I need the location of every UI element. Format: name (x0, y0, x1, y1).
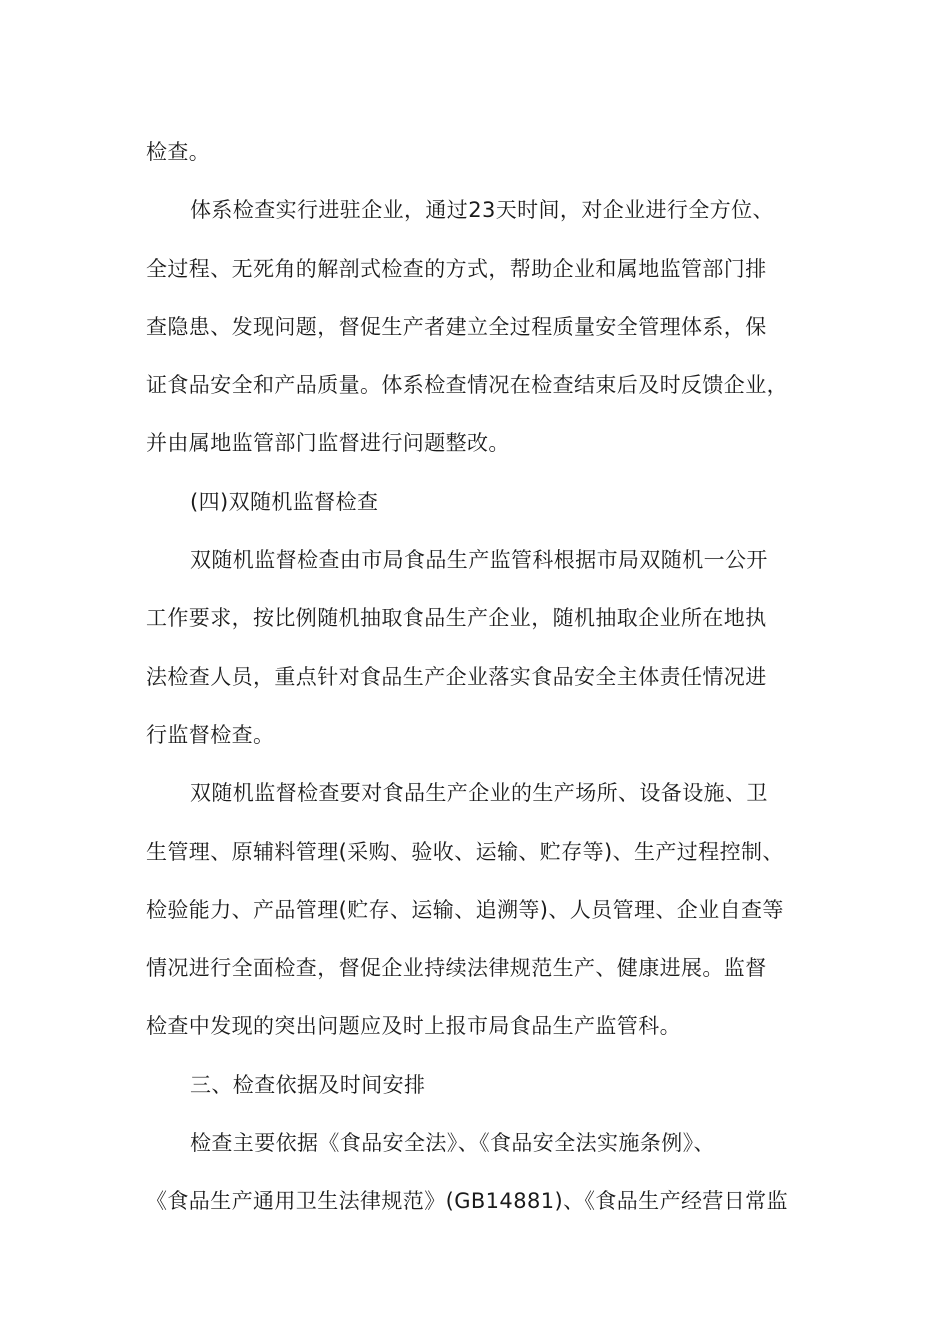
text-line-3: 全过程、无死角的解剖式检查的方式，帮助企业和属地监管部门排 (146, 256, 767, 281)
text-line-6: 并由属地监管部门监督进行问题整改。 (146, 431, 510, 456)
document-body (146, 131, 826, 1239)
text-line-14: 检验能力、产品管理(贮存、运输、追溯等)、人员管理、企业自查等 (146, 897, 784, 922)
section-heading-3: 三、检查依据及时间安排 (190, 1072, 426, 1097)
text-line-10: 法检查人员，重点针对食品生产企业落实食品安全主体责任情况进 (146, 664, 767, 689)
text-line-18: 检查主要依据《食品安全法》、《食品安全法实施条例》、 (190, 1131, 715, 1156)
text-line-15: 情况进行全面检查，督促企业持续法律规范生产、健康进展。监督 (146, 956, 767, 981)
text-line-19: 《食品生产通用卫生法律规范》(GB14881)、《食品生产经营日常监 (146, 1189, 788, 1214)
text-line-11: 行监督检查。 (146, 722, 275, 747)
text-line-9: 工作要求，按比例随机抽取食品生产企业，随机抽取企业所在地执 (146, 606, 767, 631)
text-line-4: 查隐患、发现问题，督促生产者建立全过程质量安全管理体系，保 (146, 314, 767, 339)
text-line-5: 证食品安全和产品质量。体系检查情况在检查结束后及时反馈企业， (146, 373, 788, 398)
section-heading-4: (四)双随机监督检查 (190, 489, 379, 514)
text-line-13: 生管理、原辅料管理(采购、验收、运输、贮存等)、生产过程控制、 (146, 839, 784, 864)
text-line-8: 双随机监督检查由市局食品生产监管科根据市局双随机一公开 (190, 548, 768, 573)
text-line-16: 检查中发现的突出问题应及时上报市局食品生产监管科。 (146, 1014, 681, 1039)
text-line-1: 检查。 (146, 140, 211, 164)
text-line-2: 体系检查实行进驻企业，通过23天时间，对企业进行全方位、 (190, 198, 774, 223)
text-line-12: 双随机监督检查要对食品生产企业的生产场所、设备设施、卫 (190, 781, 768, 806)
